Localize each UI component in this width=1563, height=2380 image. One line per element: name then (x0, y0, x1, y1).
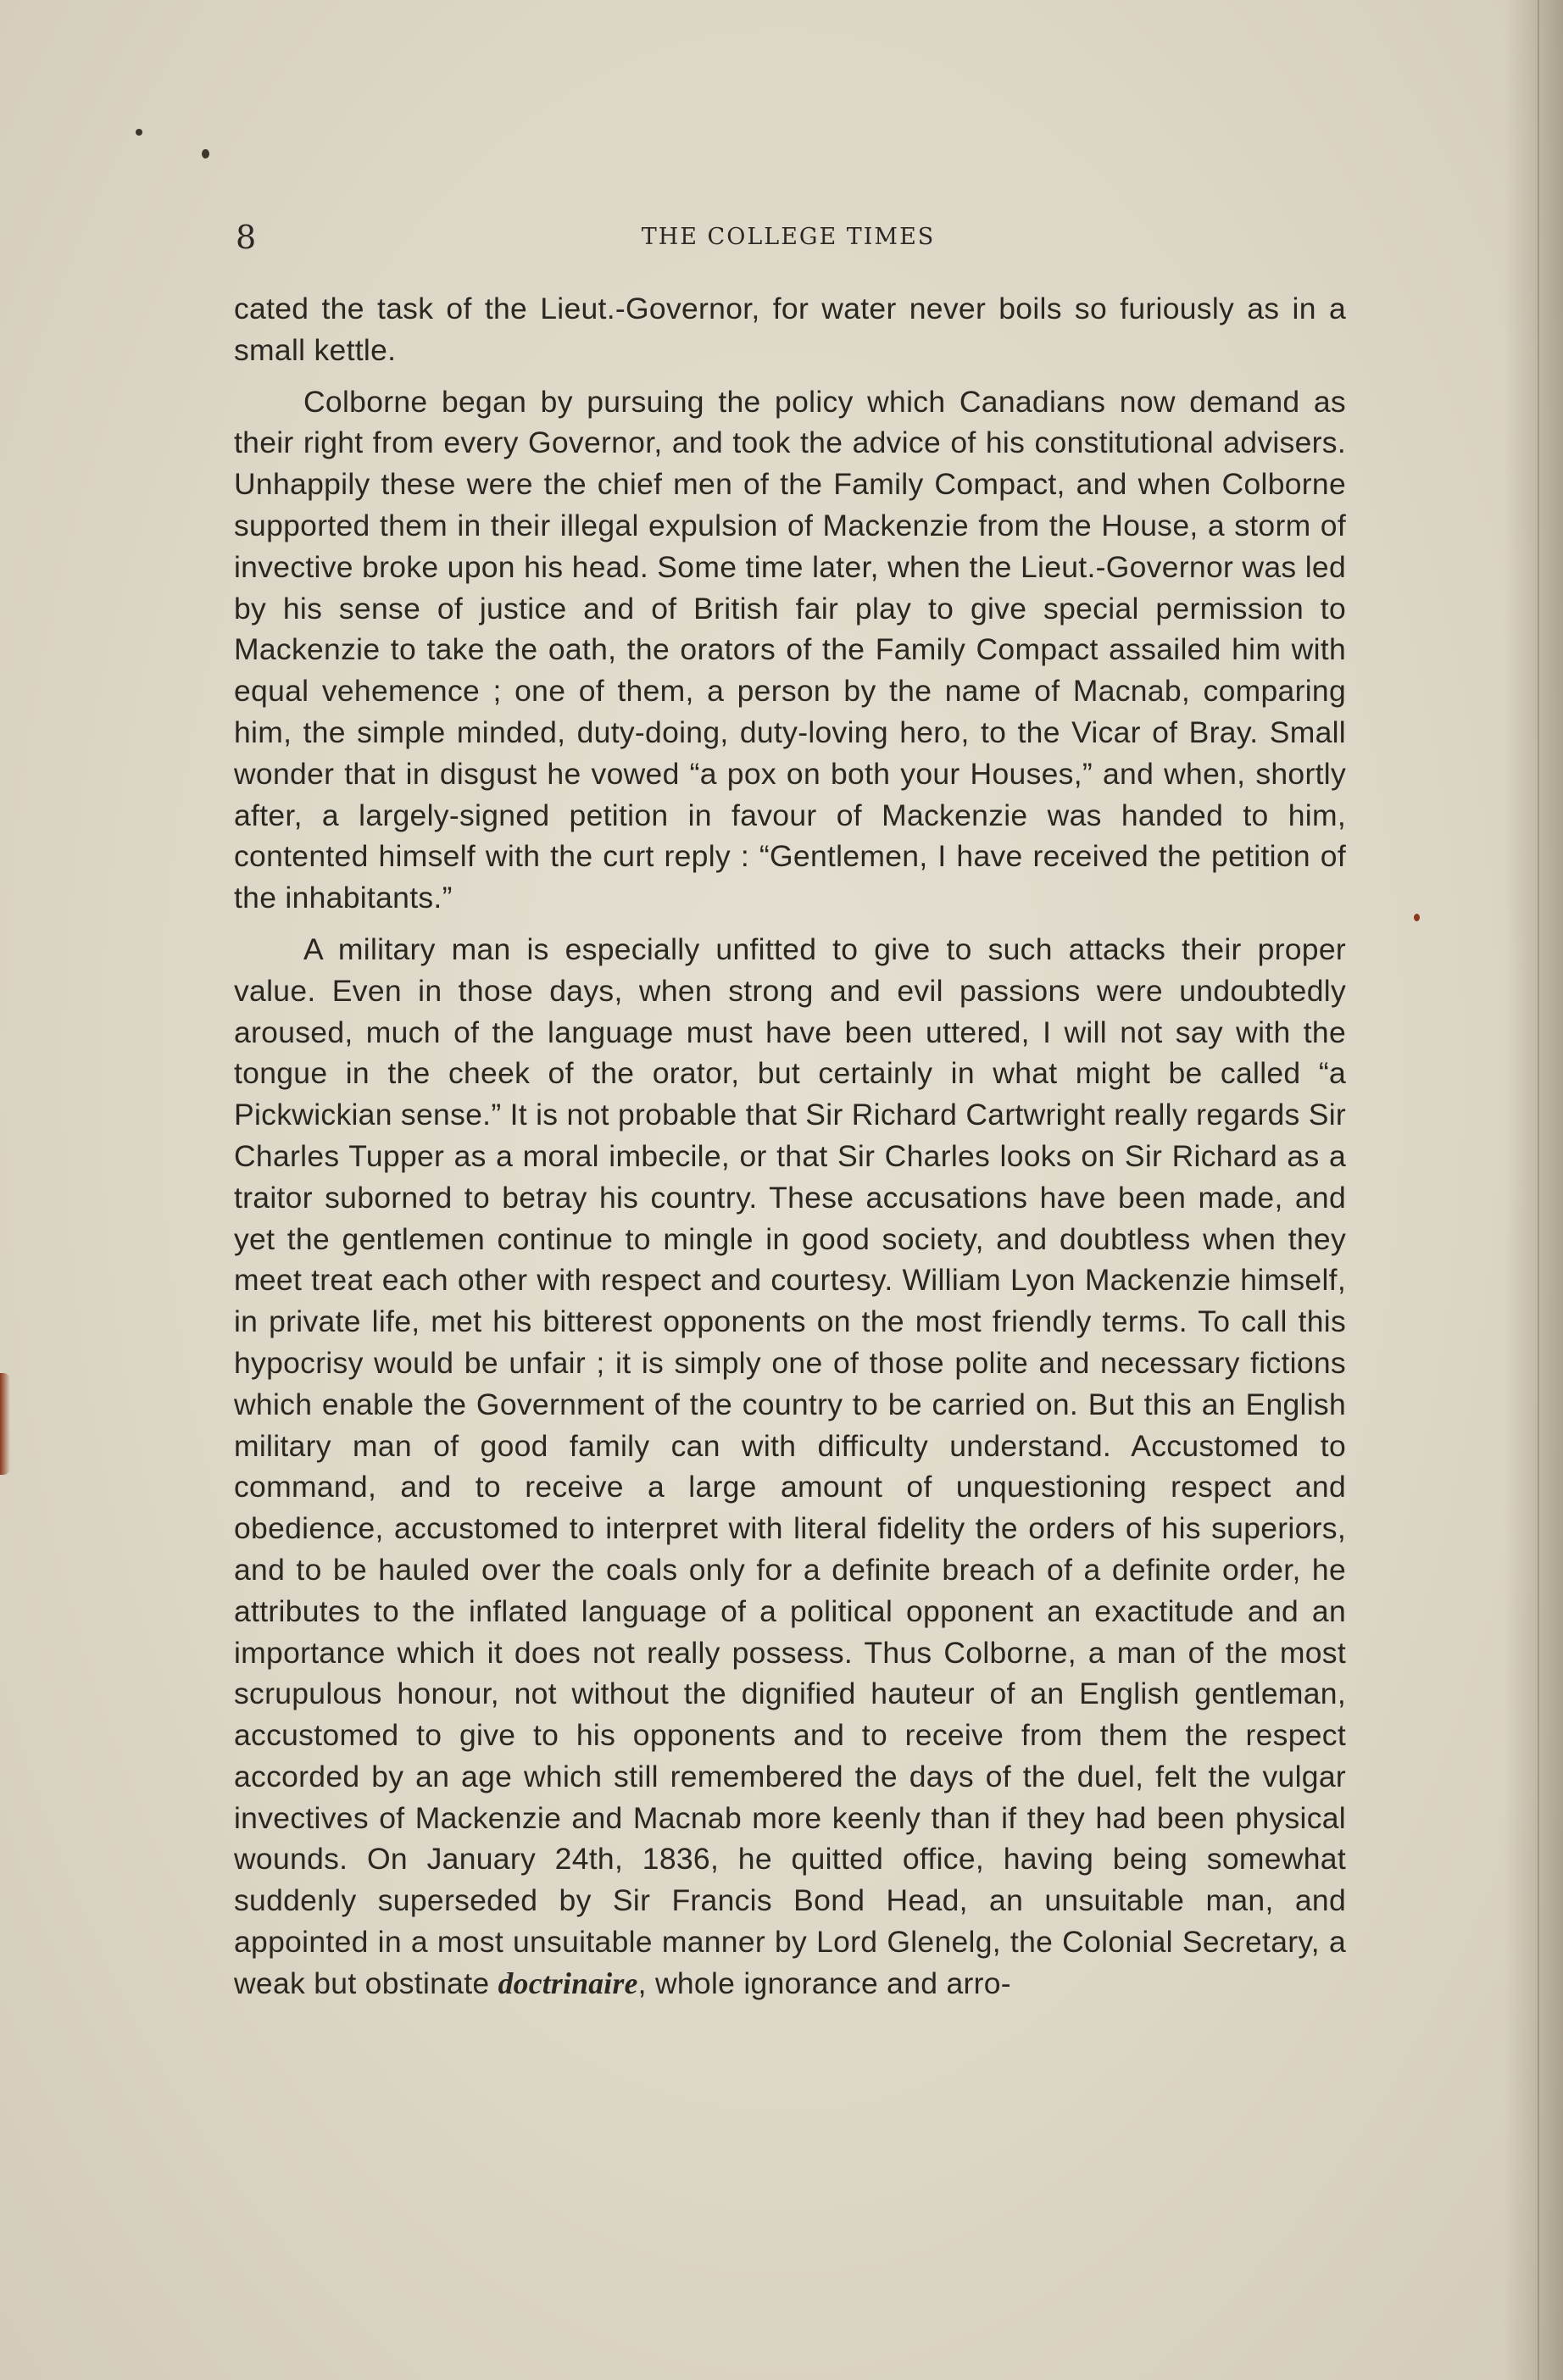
paragraph: Colborne began by pursuing the policy which Canadians now demand as their right from every Governor, and took the advice of his constitutional advisers. Unhappily these were the chief men of the Family Compact, and when Colborne supported them in their illegal expulsion of Mackenzie from the House, a storm of invective broke upon his head. Some time later, when the Lieut.-Governor was led by his sense of justice and of British fair play to give special permission to Mackenzie to take the oath, the orators of the Family Compact assailed him with equal vehemence ; one of them, a person by the name of Macnab, comparing him, the simple minded, duty-doing, duty-loving hero, to the Vicar of Bray. Small wonder that in disgust he vowed “a pox on both your Houses,” and when, shortly after, a largely-signed petition in favour of Mackenzie was handed to him, contented himself with the curt reply : “Gentlemen, I have received the petition of the inhabitants.” (234, 384, 1346, 915)
page-edge-shadow (1504, 0, 1563, 2380)
ink-speck (202, 149, 209, 158)
ink-speck (1414, 914, 1420, 921)
page-edge-line (1538, 0, 1539, 2380)
binding-stain (0, 1373, 10, 1475)
article-body (234, 288, 1346, 2015)
ink-speck (136, 129, 142, 136)
page-number: 8 (236, 219, 257, 256)
paragraph-text: A military man is especially unfitted to give to such attacks their proper value. Even in those days, when strong and evil passions were undoubtedly aroused, much of the language must have been uttered, I will not say with the tongue in the cheek of the orator, but certainly in what might be called “a Pickwickian sense.” It is not probable that Sir Richard Cartwright really regards Sir Charles Tupper as a moral imbecile, or that Sir Charles looks on Sir Richard as a traitor suborned to betray his country. These accusations have been made, and yet the gentlemen continue to mingle in good society, and doubtless when they meet treat each other with respect and courtesy. William Lyon Mackenzie himself, in private life, met his bitterest opponents on the most friendly terms. To call this hypocrisy would be unfair ; it is simply one of those polite and necessary fictions which enable the Government of the country to be carried on. But this an English military man of good family can with difficulty understand. Accustomed to command, and to receive a large amount of unquestioning respect and obedience, accustomed to interpret with literal fidelity the orders of his superiors, and to be hauled over the coals only for a definite breach of a definite order, he attributes to the inflated language of a political opponent an exactitude and an importance which it does not really possess. Thus Colborne, a man of the most scrupulous honour, not without the dignified hauteur of an English gentleman, accustomed to give to his opponents and to receive from them the respect accorded by an age which still remembered the days of the duel, felt the vulgar invectives of Mackenzie and Macnab more keenly than if they had been physical wounds. On January 24th, 1836, he quitted office, having being somewhat suddenly superseded by Sir Francis Bond Head, an unsuitable man, and appointed in a most unsuitable manner by Lord Glenelg, the Colonial Secretary, a weak but obstinate (234, 931, 1346, 2000)
paragraph (234, 929, 1346, 2005)
running-title: THE COLLEGE TIMES (641, 224, 936, 250)
paragraph-continuation: cated the task of the Lieut.-Governor, for water never boils so furiously as in a small kettle. (234, 292, 1346, 367)
paragraph-tail: , whole ignorance and arro- (637, 1966, 1011, 2000)
italic-term: doctrinaire (498, 1966, 638, 2000)
page-header (229, 219, 1348, 261)
